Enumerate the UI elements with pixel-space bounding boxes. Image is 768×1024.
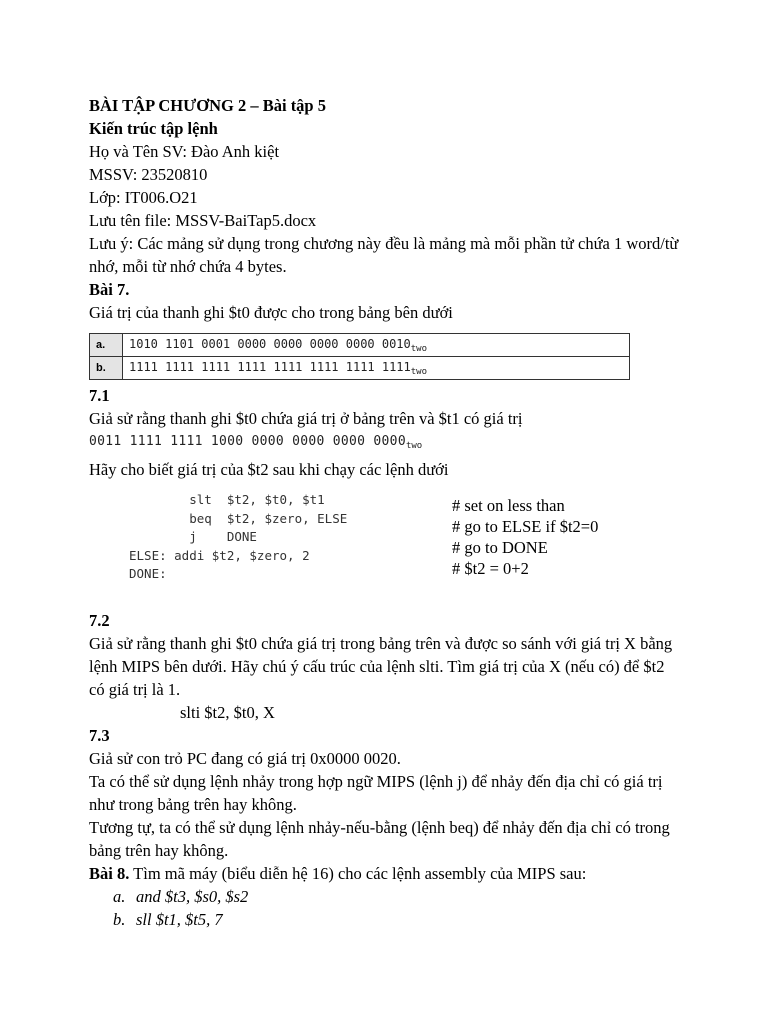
- row-value: [123, 357, 630, 380]
- file-name-note: Lưu tên file: MSSV-BaiTap5.docx: [89, 211, 317, 230]
- document-subtitle: Kiến trúc tập lệnh: [89, 119, 218, 138]
- bai7-intro: Giá trị của thanh ghi $t0 được cho trong bảng bên dưới: [89, 303, 453, 322]
- q71-line1: Giả sử rằng thanh ghi $t0 chứa giá trị ở bảng trên và $t1 có giá trị: [89, 409, 523, 428]
- document-page: [89, 94, 689, 931]
- q73-line2: Ta có thể sử dụng lệnh nhảy trong hợp ngữ MIPS (lệnh j) để nhảy đến địa chỉ có giá trị như trong bảng trên hay không.: [89, 772, 663, 814]
- slti-instruction: slti $t2, $t0, X: [180, 703, 275, 722]
- code-comments: [452, 495, 598, 579]
- comment-line: # go to DONE: [452, 538, 548, 557]
- table-row: [90, 357, 630, 380]
- code-line: beq $t2, $zero, ELSE: [129, 510, 348, 526]
- list-marker: a.: [113, 887, 126, 906]
- q72-heading: 7.2: [89, 611, 110, 630]
- list-item-text: and $t3, $s0, $s2: [136, 887, 249, 906]
- binary-value: 1111 1111 1111 1111 1111 1111 1111 1111: [129, 359, 411, 374]
- assembly-code: [129, 491, 347, 584]
- bai8-text: Tìm mã máy (biểu diễn hệ 16) cho các lệnh assembly của MIPS sau:: [133, 864, 587, 883]
- document-title: BÀI TẬP CHƯƠNG 2 – Bài tập 5: [89, 96, 326, 115]
- student-id: MSSV: 23520810: [89, 165, 208, 184]
- q73-line1: Giả sử con trỏ PC đang có giá trị 0x0000 0020.: [89, 749, 401, 768]
- list-item: [89, 885, 689, 908]
- binary-value: 1010 1101 0001 0000 0000 0000 0000 0010: [129, 336, 411, 351]
- comment-line: # go to ELSE if $t2=0: [452, 517, 599, 536]
- binary-value: 0011 1111 1111 1000 0000 0000 0000 0000: [89, 434, 406, 449]
- row-label: b.: [90, 357, 123, 380]
- student-name: Họ và Tên SV: Đào Anh kiệt: [89, 142, 280, 161]
- code-line: slt $t2, $t0, $t1: [129, 492, 325, 507]
- bai8-heading: Bài 8.: [89, 864, 130, 883]
- register-value-table: [89, 333, 630, 380]
- base-subscript: two: [410, 366, 428, 377]
- list-item: [89, 908, 689, 931]
- q73-heading: 7.3: [89, 726, 110, 745]
- q71-heading: 7.1: [89, 386, 110, 405]
- q72-text: Giả sử rằng thanh ghi $t0 chứa giá trị trong bảng trên và được so sánh với giá trị X bằng lệnh MIPS bên dưới. Hãy chú ý cấu trúc của lệnh slti. Tìm giá trị của X (nếu có) để $t2 có giá trị là 1.: [89, 634, 673, 699]
- note-paragraph: Lưu ý: Các mảng sử dụng trong chương này đều là mảng mà mỗi phần tử chứa 1 word/từ nhớ, mỗi từ nhớ chứa 4 bytes.: [89, 234, 679, 276]
- comment-line: # set on less than: [452, 496, 565, 515]
- table-row: [90, 334, 630, 357]
- code-block: [89, 489, 689, 609]
- base-subscript: two: [410, 343, 428, 354]
- list-marker: b.: [113, 910, 126, 929]
- code-line: ELSE: addi $t2, $zero, 2: [129, 547, 310, 563]
- t1-binary-value: [89, 430, 689, 458]
- bai8-line: [89, 862, 689, 885]
- code-line: DONE:: [129, 566, 167, 581]
- q71-line2: Hãy cho biết giá trị của $t2 sau khi chạy các lệnh dưới: [89, 460, 449, 479]
- list-item-text: sll $t1, $t5, 7: [136, 910, 223, 929]
- base-subscript: two: [405, 441, 423, 451]
- row-value: [123, 334, 630, 357]
- row-label: a.: [90, 334, 123, 357]
- class-code: Lớp: IT006.O21: [89, 188, 198, 207]
- q73-line3: Tương tự, ta có thể sử dụng lệnh nhảy-nếu-bằng (lệnh beq) để nhảy đến địa chỉ có trong bảng trên hay không.: [89, 818, 670, 860]
- comment-line: # $t2 = 0+2: [452, 559, 529, 578]
- code-line: j DONE: [129, 529, 257, 544]
- bai7-heading: Bài 7.: [89, 280, 130, 299]
